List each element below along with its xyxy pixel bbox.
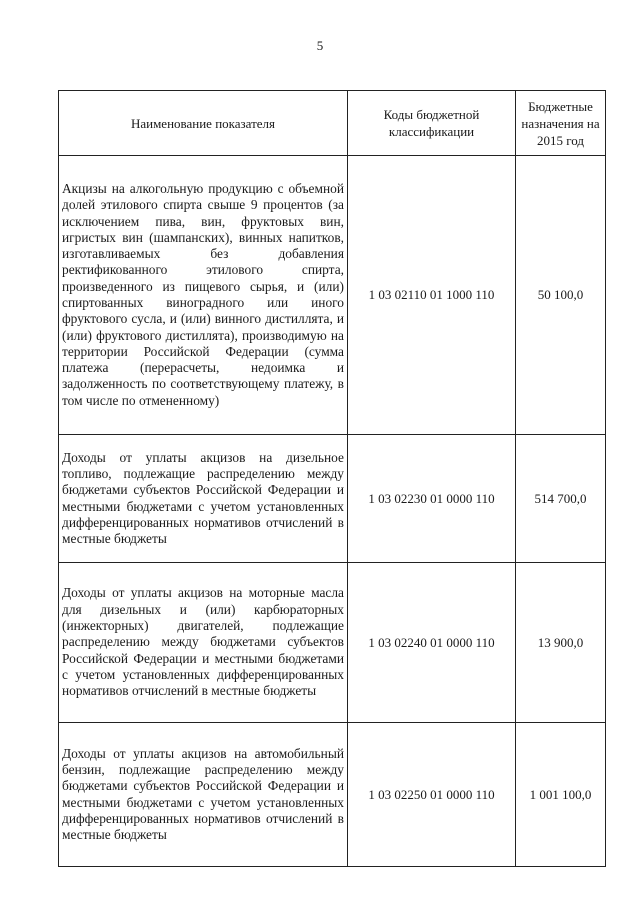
budget-code-cell: 1 03 02250 01 0000 110 — [348, 723, 516, 867]
table-row — [59, 156, 606, 435]
budget-amount-cell: 1 001 100,0 — [516, 723, 606, 867]
budget-amount-cell: 514 700,0 — [516, 435, 606, 563]
budget-code-cell: 1 03 02110 01 1000 110 — [348, 156, 516, 435]
table-header-row — [59, 91, 606, 156]
budget-amount-cell: 13 900,0 — [516, 563, 606, 723]
indicator-name-cell: Доходы от уплаты акцизов на дизельное топливо, подлежащие распределению между бюджетами субъектов Российской Федерации и местными бюджетами с учетом установленных дифференцированных нормативов отчислений в местные бюджеты — [59, 435, 348, 563]
budget-code-cell: 1 03 02240 01 0000 110 — [348, 563, 516, 723]
page-number: 5 — [316, 38, 324, 53]
budget-table — [58, 90, 606, 867]
header-indicator-name: Наименование показателя — [59, 91, 348, 156]
table-row — [59, 563, 606, 723]
table-row — [59, 435, 606, 563]
table-row — [59, 723, 606, 867]
budget-code-cell: 1 03 02230 01 0000 110 — [348, 435, 516, 563]
indicator-name-cell: Доходы от уплаты акцизов на автомобильный бензин, подлежащие распределению между бюджетами субъектов Российской Федерации и местными бюджетами с учетом установленных дифференцированных нормативов отчислений в местные бюджеты — [59, 723, 348, 867]
header-budget-code: Коды бюджетной классификации — [348, 91, 516, 156]
budget-amount-cell: 50 100,0 — [516, 156, 606, 435]
header-budget-amount: Бюджетные назначения на 2015 год — [516, 91, 606, 156]
indicator-name-cell: Доходы от уплаты акцизов на моторные масла для дизельных и (или) карбюраторных (инжекторных) двигателей, подлежащие распределению между бюджетами субъектов Российской Федерации и местными бюджетами с учетом установленных дифференцированных нормативов отчислений в местные бюджеты — [59, 563, 348, 723]
indicator-name-cell: Акцизы на алкогольную продукцию с объемной долей этилового спирта свыше 9 процентов (за исключением пива, вин, фруктовых вин, игристых вин (шампанских), винных напитков, изготавливаемых без добавления ректификованного этилового спирта, произведенного из пищевого сырья, и (или) спиртованных виноградного или иного фруктового сусла, и (или) винного дистиллята, и (или) фруктового дистиллята), производимую на территории Российской Федерации (сумма платежа (перерасчеты, недоимка и задолженность по соответствующему платежу, в том числе по отмененному) — [59, 156, 348, 435]
